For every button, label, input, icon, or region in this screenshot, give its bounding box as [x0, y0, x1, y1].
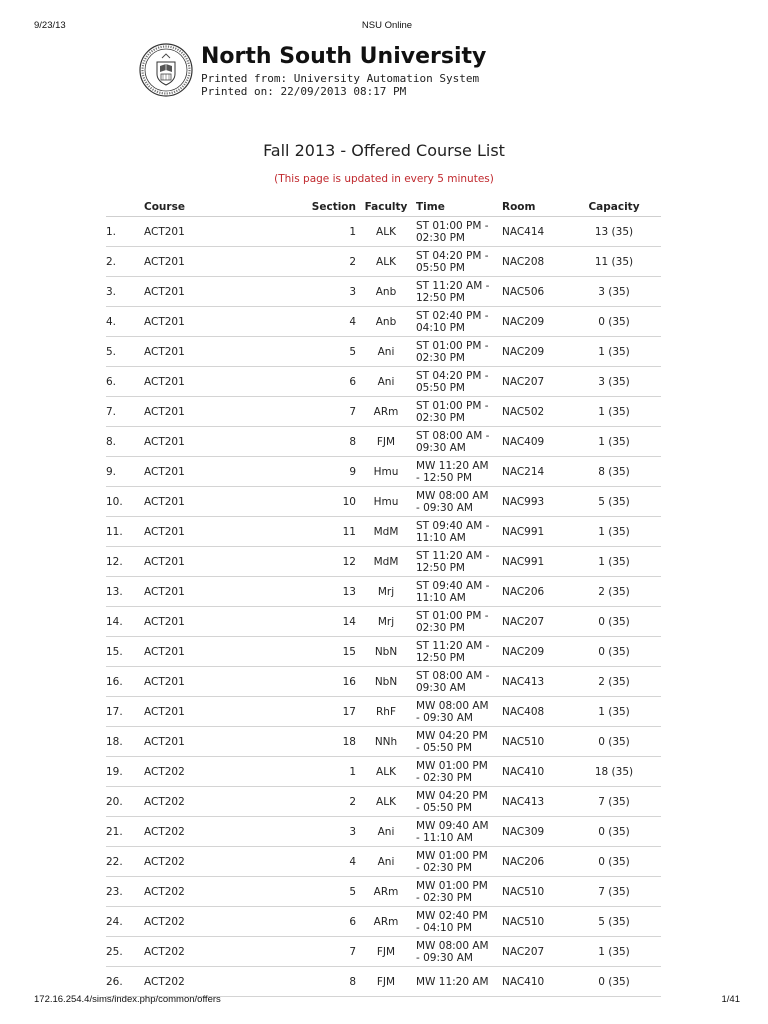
- faculty-cell: FJM: [356, 937, 416, 967]
- time-cell: [416, 637, 502, 667]
- course-code-cell: ACT202: [144, 757, 264, 787]
- capacity-cell: 1 (35): [567, 547, 661, 577]
- time-line-2: - 05:50 PM: [416, 741, 473, 754]
- time-line-2: - 09:30 AM: [416, 951, 473, 964]
- time-line-1: MW 08:00 AM: [416, 939, 489, 952]
- time-line-1: ST 11:20 AM -: [416, 279, 490, 292]
- room-cell: NAC413: [502, 667, 567, 697]
- section-cell: 8: [264, 967, 356, 997]
- faculty-cell: Ani: [356, 847, 416, 877]
- course-code-cell: ACT202: [144, 787, 264, 817]
- room-cell: NAC207: [502, 937, 567, 967]
- faculty-cell: RhF: [356, 697, 416, 727]
- room-cell: NAC410: [502, 967, 567, 997]
- time-cell: [416, 847, 502, 877]
- faculty-cell: Mrj: [356, 607, 416, 637]
- section-cell: 6: [264, 367, 356, 397]
- faculty-cell: Hmu: [356, 487, 416, 517]
- table-row: [106, 517, 661, 547]
- capacity-cell: 0 (35): [567, 847, 661, 877]
- table-row: [106, 547, 661, 577]
- time-line-1: MW 01:00 PM: [416, 879, 488, 892]
- table-row: [106, 307, 661, 337]
- capacity-cell: 1 (35): [567, 427, 661, 457]
- row-number-cell: 4.: [106, 307, 144, 337]
- section-cell: 1: [264, 757, 356, 787]
- table-row: [106, 457, 661, 487]
- printed-on: Printed on: 22/09/2013 08:17 PM: [201, 85, 407, 98]
- time-line-1: MW 04:20 PM: [416, 789, 488, 802]
- course-code-cell: ACT201: [144, 697, 264, 727]
- table-row: [106, 907, 661, 937]
- capacity-cell: 2 (35): [567, 577, 661, 607]
- table-row: [106, 697, 661, 727]
- time-cell: [416, 757, 502, 787]
- table-row: [106, 967, 661, 997]
- row-number-cell: 2.: [106, 247, 144, 277]
- column-header-time: Time: [416, 197, 502, 217]
- course-code-cell: ACT201: [144, 487, 264, 517]
- capacity-cell: 0 (35): [567, 307, 661, 337]
- time-line-2: - 05:50 PM: [416, 801, 473, 814]
- time-line-2: - 09:30 AM: [416, 711, 473, 724]
- section-cell: 5: [264, 877, 356, 907]
- row-number-cell: 5.: [106, 337, 144, 367]
- course-code-cell: ACT202: [144, 937, 264, 967]
- course-code-cell: ACT201: [144, 277, 264, 307]
- course-code-cell: ACT201: [144, 367, 264, 397]
- time-cell: [416, 427, 502, 457]
- capacity-cell: 5 (35): [567, 907, 661, 937]
- time-line-2: 11:10 AM: [416, 531, 466, 544]
- table-row: [106, 217, 661, 247]
- time-line-1: MW 08:00 AM: [416, 699, 489, 712]
- faculty-cell: Mrj: [356, 577, 416, 607]
- time-line-2: 12:50 PM: [416, 651, 465, 664]
- section-cell: 5: [264, 337, 356, 367]
- capacity-cell: 1 (35): [567, 337, 661, 367]
- table-row: [106, 847, 661, 877]
- row-number-cell: 20.: [106, 787, 144, 817]
- offered-course-table: [106, 197, 661, 997]
- course-code-cell: ACT202: [144, 907, 264, 937]
- time-line-2: 12:50 PM: [416, 291, 465, 304]
- row-number-cell: 23.: [106, 877, 144, 907]
- time-line-2: - 12:50 PM: [416, 471, 473, 484]
- course-code-cell: ACT201: [144, 517, 264, 547]
- faculty-cell: NNh: [356, 727, 416, 757]
- row-number-cell: 1.: [106, 217, 144, 247]
- faculty-cell: ALK: [356, 217, 416, 247]
- room-cell: NAC510: [502, 907, 567, 937]
- capacity-cell: 3 (35): [567, 277, 661, 307]
- capacity-cell: 0 (35): [567, 607, 661, 637]
- time-line-2: - 11:10 AM: [416, 831, 473, 844]
- room-cell: NAC993: [502, 487, 567, 517]
- section-cell: 10: [264, 487, 356, 517]
- faculty-cell: ALK: [356, 757, 416, 787]
- room-cell: NAC510: [502, 727, 567, 757]
- table-row: [106, 487, 661, 517]
- time-line-2: - 02:30 PM: [416, 891, 473, 904]
- print-footer: [34, 994, 740, 1006]
- faculty-cell: Ani: [356, 337, 416, 367]
- capacity-cell: 0 (35): [567, 637, 661, 667]
- column-header-section: Section: [264, 197, 356, 217]
- course-code-cell: ACT201: [144, 247, 264, 277]
- faculty-cell: ALK: [356, 247, 416, 277]
- table-row: [106, 247, 661, 277]
- room-cell: NAC207: [502, 367, 567, 397]
- time-line-1: ST 08:00 AM -: [416, 429, 490, 442]
- time-line-1: MW 01:00 PM: [416, 759, 488, 772]
- faculty-cell: MdM: [356, 517, 416, 547]
- time-cell: [416, 907, 502, 937]
- room-cell: NAC410: [502, 757, 567, 787]
- section-cell: 14: [264, 607, 356, 637]
- time-cell: [416, 787, 502, 817]
- room-cell: NAC209: [502, 337, 567, 367]
- room-cell: NAC208: [502, 247, 567, 277]
- section-cell: 3: [264, 817, 356, 847]
- row-number-cell: 22.: [106, 847, 144, 877]
- section-cell: 13: [264, 577, 356, 607]
- section-cell: 16: [264, 667, 356, 697]
- print-page-number: 1/41: [721, 994, 740, 1005]
- time-line-2: 09:30 AM: [416, 681, 466, 694]
- faculty-cell: NbN: [356, 637, 416, 667]
- faculty-cell: ARm: [356, 877, 416, 907]
- course-code-cell: ACT201: [144, 637, 264, 667]
- course-code-cell: ACT202: [144, 967, 264, 997]
- time-line-1: MW 02:40 PM: [416, 909, 488, 922]
- print-title: NSU Online: [361, 20, 413, 31]
- faculty-cell: MdM: [356, 547, 416, 577]
- time-line-2: - 02:30 PM: [416, 771, 473, 784]
- time-cell: [416, 307, 502, 337]
- row-number-cell: 3.: [106, 277, 144, 307]
- capacity-cell: 7 (35): [567, 877, 661, 907]
- row-number-cell: 9.: [106, 457, 144, 487]
- time-line-2: 12:50 PM: [416, 561, 465, 574]
- section-cell: 7: [264, 397, 356, 427]
- capacity-cell: 11 (35): [567, 247, 661, 277]
- time-line-1: ST 04:20 PM -: [416, 369, 489, 382]
- time-line-2: 05:50 PM: [416, 381, 465, 394]
- update-notice: (This page is updated in every 5 minutes): [274, 173, 494, 185]
- time-line-2: 09:30 AM: [416, 441, 466, 454]
- faculty-cell: Anb: [356, 277, 416, 307]
- section-cell: 9: [264, 457, 356, 487]
- time-line-1: MW 08:00 AM: [416, 489, 489, 502]
- time-line-2: 04:10 PM: [416, 321, 465, 334]
- time-cell: [416, 727, 502, 757]
- room-cell: NAC209: [502, 637, 567, 667]
- course-code-cell: ACT201: [144, 217, 264, 247]
- time-line-1: ST 02:40 PM -: [416, 309, 489, 322]
- time-cell: [416, 457, 502, 487]
- room-cell: NAC408: [502, 697, 567, 727]
- room-cell: NAC309: [502, 817, 567, 847]
- section-cell: 12: [264, 547, 356, 577]
- time-line-1: MW 01:00 PM: [416, 849, 488, 862]
- faculty-cell: NbN: [356, 667, 416, 697]
- room-cell: NAC409: [502, 427, 567, 457]
- time-line-1: ST 08:00 AM -: [416, 669, 490, 682]
- time-line-1: ST 11:20 AM -: [416, 639, 490, 652]
- capacity-cell: 5 (35): [567, 487, 661, 517]
- row-number-cell: 13.: [106, 577, 144, 607]
- print-date: 9/23/13: [34, 20, 66, 31]
- table-row: [106, 637, 661, 667]
- capacity-cell: 0 (35): [567, 727, 661, 757]
- column-header-capacity: Capacity: [567, 197, 661, 217]
- university-name: North South University: [201, 44, 487, 69]
- row-number-cell: 7.: [106, 397, 144, 427]
- column-header-number: [106, 197, 144, 217]
- room-cell: NAC206: [502, 847, 567, 877]
- time-line-2: 02:30 PM: [416, 231, 465, 244]
- room-cell: NAC207: [502, 607, 567, 637]
- table-row: [106, 787, 661, 817]
- time-line-2: - 09:30 AM: [416, 501, 473, 514]
- time-line-1: MW 04:20 PM: [416, 729, 488, 742]
- time-line-1: ST 01:00 PM -: [416, 339, 489, 352]
- capacity-cell: 0 (35): [567, 967, 661, 997]
- time-line-2: 02:30 PM: [416, 621, 465, 634]
- row-number-cell: 18.: [106, 727, 144, 757]
- time-line-1: ST 11:20 AM -: [416, 549, 490, 562]
- time-cell: [416, 247, 502, 277]
- section-cell: 1: [264, 217, 356, 247]
- room-cell: NAC414: [502, 217, 567, 247]
- faculty-cell: ARm: [356, 907, 416, 937]
- row-number-cell: 15.: [106, 637, 144, 667]
- table-row: [106, 667, 661, 697]
- capacity-cell: 1 (35): [567, 697, 661, 727]
- time-cell: [416, 487, 502, 517]
- time-line-1: ST 01:00 PM -: [416, 399, 489, 412]
- capacity-cell: 8 (35): [567, 457, 661, 487]
- time-cell: [416, 547, 502, 577]
- course-code-cell: ACT201: [144, 727, 264, 757]
- table-row: [106, 937, 661, 967]
- room-cell: NAC206: [502, 577, 567, 607]
- section-cell: 4: [264, 307, 356, 337]
- table-row: [106, 727, 661, 757]
- section-cell: 15: [264, 637, 356, 667]
- page-title: Fall 2013 - Offered Course List: [263, 141, 505, 160]
- room-cell: NAC991: [502, 517, 567, 547]
- time-line-1: MW 11:20 AM: [416, 975, 489, 988]
- capacity-cell: 13 (35): [567, 217, 661, 247]
- section-cell: 3: [264, 277, 356, 307]
- row-number-cell: 14.: [106, 607, 144, 637]
- section-cell: 4: [264, 847, 356, 877]
- section-cell: 17: [264, 697, 356, 727]
- row-number-cell: 25.: [106, 937, 144, 967]
- section-cell: 2: [264, 247, 356, 277]
- time-cell: [416, 877, 502, 907]
- table-row: [106, 277, 661, 307]
- time-line-1: ST 04:20 PM -: [416, 249, 489, 262]
- time-line-2: 11:10 AM: [416, 591, 466, 604]
- faculty-cell: Anb: [356, 307, 416, 337]
- room-cell: NAC214: [502, 457, 567, 487]
- table-row: [106, 397, 661, 427]
- capacity-cell: 0 (35): [567, 817, 661, 847]
- capacity-cell: 7 (35): [567, 787, 661, 817]
- time-line-2: - 04:10 PM: [416, 921, 473, 934]
- room-cell: NAC413: [502, 787, 567, 817]
- table-row: [106, 607, 661, 637]
- course-code-cell: ACT201: [144, 667, 264, 697]
- table-row: [106, 577, 661, 607]
- time-cell: [416, 577, 502, 607]
- table-row: [106, 367, 661, 397]
- table-header-row: [106, 197, 661, 217]
- capacity-cell: 18 (35): [567, 757, 661, 787]
- table-row: [106, 337, 661, 367]
- faculty-cell: Ani: [356, 817, 416, 847]
- row-number-cell: 19.: [106, 757, 144, 787]
- column-header-course: Course: [144, 197, 264, 217]
- course-code-cell: ACT201: [144, 307, 264, 337]
- room-cell: NAC209: [502, 307, 567, 337]
- row-number-cell: 21.: [106, 817, 144, 847]
- course-code-cell: ACT202: [144, 877, 264, 907]
- row-number-cell: 6.: [106, 367, 144, 397]
- time-line-2: 02:30 PM: [416, 351, 465, 364]
- time-cell: [416, 397, 502, 427]
- table-row: [106, 427, 661, 457]
- time-line-1: MW 11:20 AM: [416, 459, 489, 472]
- capacity-cell: 1 (35): [567, 397, 661, 427]
- section-cell: 8: [264, 427, 356, 457]
- room-cell: NAC502: [502, 397, 567, 427]
- section-cell: 6: [264, 907, 356, 937]
- course-code-cell: ACT201: [144, 607, 264, 637]
- room-cell: NAC510: [502, 877, 567, 907]
- row-number-cell: 16.: [106, 667, 144, 697]
- time-cell: [416, 337, 502, 367]
- faculty-cell: ARm: [356, 397, 416, 427]
- time-cell: [416, 277, 502, 307]
- time-line-2: 05:50 PM: [416, 261, 465, 274]
- table-row: [106, 757, 661, 787]
- print-header: [34, 20, 740, 32]
- course-code-cell: ACT201: [144, 397, 264, 427]
- section-cell: 18: [264, 727, 356, 757]
- time-line-1: MW 09:40 AM: [416, 819, 489, 832]
- row-number-cell: 26.: [106, 967, 144, 997]
- course-code-cell: ACT201: [144, 547, 264, 577]
- row-number-cell: 17.: [106, 697, 144, 727]
- row-number-cell: 24.: [106, 907, 144, 937]
- time-line-1: ST 01:00 PM -: [416, 609, 489, 622]
- table-row: [106, 817, 661, 847]
- time-line-1: ST 09:40 AM -: [416, 519, 490, 532]
- course-code-cell: ACT201: [144, 457, 264, 487]
- faculty-cell: ALK: [356, 787, 416, 817]
- time-cell: [416, 667, 502, 697]
- printed-from: Printed from: University Automation System: [201, 72, 480, 85]
- capacity-cell: 1 (35): [567, 517, 661, 547]
- time-line-2: 02:30 PM: [416, 411, 465, 424]
- time-cell: [416, 517, 502, 547]
- university-seal-icon: [139, 43, 193, 97]
- faculty-cell: Ani: [356, 367, 416, 397]
- table-row: [106, 877, 661, 907]
- time-cell: [416, 937, 502, 967]
- time-line-1: ST 01:00 PM -: [416, 219, 489, 232]
- time-cell: [416, 817, 502, 847]
- course-code-cell: ACT202: [144, 847, 264, 877]
- capacity-cell: 2 (35): [567, 667, 661, 697]
- row-number-cell: 11.: [106, 517, 144, 547]
- time-cell: [416, 367, 502, 397]
- time-line-1: ST 09:40 AM -: [416, 579, 490, 592]
- capacity-cell: 1 (35): [567, 937, 661, 967]
- course-code-cell: ACT201: [144, 337, 264, 367]
- room-cell: NAC991: [502, 547, 567, 577]
- row-number-cell: 8.: [106, 427, 144, 457]
- time-cell: [416, 697, 502, 727]
- course-code-cell: ACT202: [144, 817, 264, 847]
- print-url: 172.16.254.4/sims/index.php/common/offers: [34, 994, 221, 1005]
- time-cell: [416, 967, 502, 997]
- time-cell: [416, 607, 502, 637]
- time-line-2: - 02:30 PM: [416, 861, 473, 874]
- column-header-faculty: Faculty: [356, 197, 416, 217]
- capacity-cell: 3 (35): [567, 367, 661, 397]
- table-body: [106, 217, 661, 997]
- section-cell: 11: [264, 517, 356, 547]
- time-cell: [416, 217, 502, 247]
- section-cell: 2: [264, 787, 356, 817]
- faculty-cell: FJM: [356, 967, 416, 997]
- course-code-cell: ACT201: [144, 427, 264, 457]
- row-number-cell: 12.: [106, 547, 144, 577]
- section-cell: 7: [264, 937, 356, 967]
- column-header-room: Room: [502, 197, 567, 217]
- row-number-cell: 10.: [106, 487, 144, 517]
- course-code-cell: ACT201: [144, 577, 264, 607]
- room-cell: NAC506: [502, 277, 567, 307]
- faculty-cell: Hmu: [356, 457, 416, 487]
- faculty-cell: FJM: [356, 427, 416, 457]
